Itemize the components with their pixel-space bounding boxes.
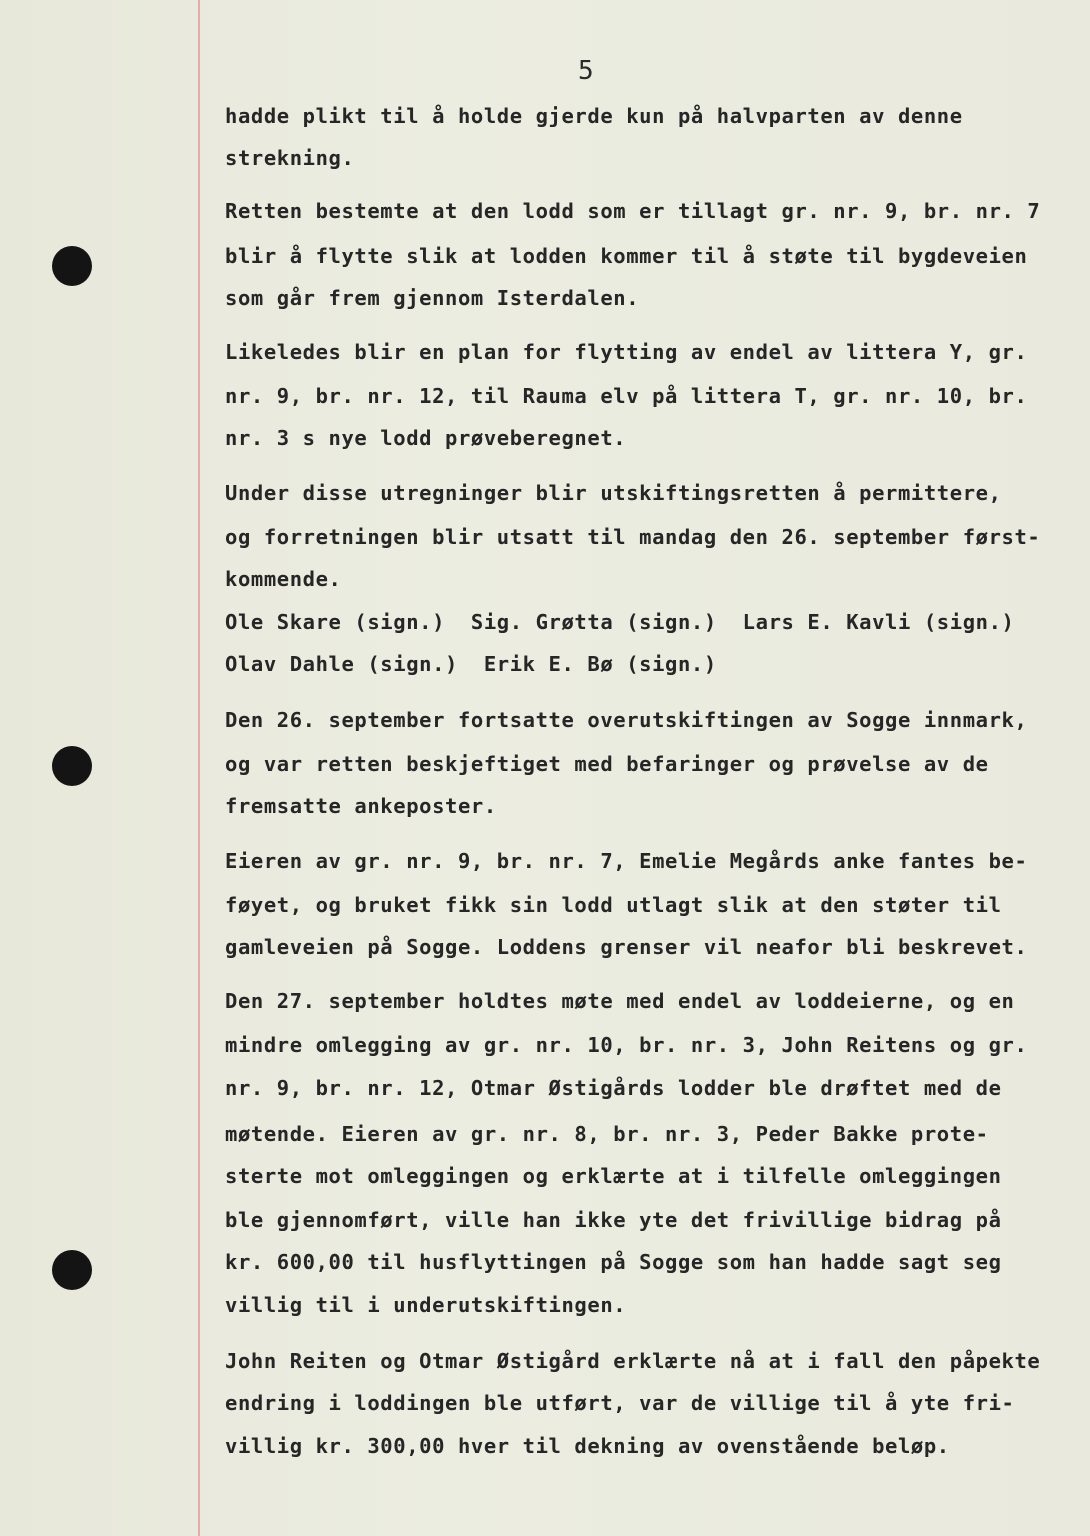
text-line: føyet, og bruket fikk sin lodd utlagt slik at den støter til — [225, 893, 1002, 917]
text-line: Retten bestemte at den lodd som er tillagt gr. nr. 9, br. nr. 7 — [225, 199, 1041, 223]
text-line: nr. 9, br. nr. 12, Otmar Østigårds lodder ble drøftet med de — [225, 1076, 1002, 1100]
punch-hole-top — [52, 246, 92, 286]
text-line: hadde plikt til å holde gjerde kun på halvparten av denne — [225, 104, 963, 128]
text-line: mindre omlegging av gr. nr. 10, br. nr. 3, John Reitens og gr. — [225, 1033, 1028, 1057]
text-line: Under disse utregninger blir utskiftingsretten å permittere, — [225, 481, 1002, 505]
text-line: nr. 9, br. nr. 12, til Rauma elv på littera T, gr. nr. 10, br. — [225, 384, 1028, 408]
text-line: villig kr. 300,00 hver til dekning av ovenstående beløp. — [225, 1434, 950, 1458]
text-line: ble gjennomført, ville han ikke yte det frivillige bidrag på — [225, 1208, 1002, 1232]
text-line: Eieren av gr. nr. 9, br. nr. 7, Emelie Megårds anke fantes be- — [225, 849, 1028, 873]
text-line: villig til i underutskiftingen. — [225, 1293, 627, 1317]
text-line: møtende. Eieren av gr. nr. 8, br. nr. 3, Peder Bakke prote- — [225, 1122, 989, 1146]
text-line: endring i loddingen ble utført, var de villige til å yte fri- — [225, 1391, 1015, 1415]
text-line: John Reiten og Otmar Østigård erklærte nå at i fall den påpekte — [225, 1349, 1041, 1373]
text-line: Den 27. september holdtes møte med endel av loddeierne, og en — [225, 989, 1015, 1013]
text-line: Ole Skare (sign.) Sig. Grøtta (sign.) Lars E. Kavli (sign.) — [225, 610, 1015, 634]
text-line: nr. 3 s nye lodd prøveberegnet. — [225, 426, 627, 450]
punch-hole-middle — [52, 746, 92, 786]
text-line: Likeledes blir en plan for flytting av endel av littera Y, gr. — [225, 340, 1028, 364]
text-line: kommende. — [225, 567, 342, 591]
text-line: gamleveien på Sogge. Loddens grenser vil neafor bli beskrevet. — [225, 935, 1028, 959]
text-line: og forretningen blir utsatt til mandag den 26. september først- — [225, 525, 1041, 549]
text-line: sterte mot omleggingen og erklærte at i tilfelle omleggingen — [225, 1164, 1002, 1188]
text-line: og var retten beskjeftiget med befaringer og prøvelse av de — [225, 752, 989, 776]
text-line: Olav Dahle (sign.) Erik E. Bø (sign.) — [225, 652, 717, 676]
text-line: fremsatte ankeposter. — [225, 794, 497, 818]
text-line: som går frem gjennom Isterdalen. — [225, 286, 640, 310]
margin-rule — [198, 0, 200, 1536]
text-line: strekning. — [225, 146, 355, 170]
text-line: blir å flytte slik at lodden kommer til å støte til bygdeveien — [225, 244, 1028, 268]
punch-hole-bottom — [52, 1250, 92, 1290]
text-line: kr. 600,00 til husflyttingen på Sogge som han hadde sagt seg — [225, 1250, 1002, 1274]
text-line: Den 26. september fortsatte overutskiftingen av Sogge innmark, — [225, 708, 1028, 732]
page-number: 5 — [578, 56, 594, 86]
